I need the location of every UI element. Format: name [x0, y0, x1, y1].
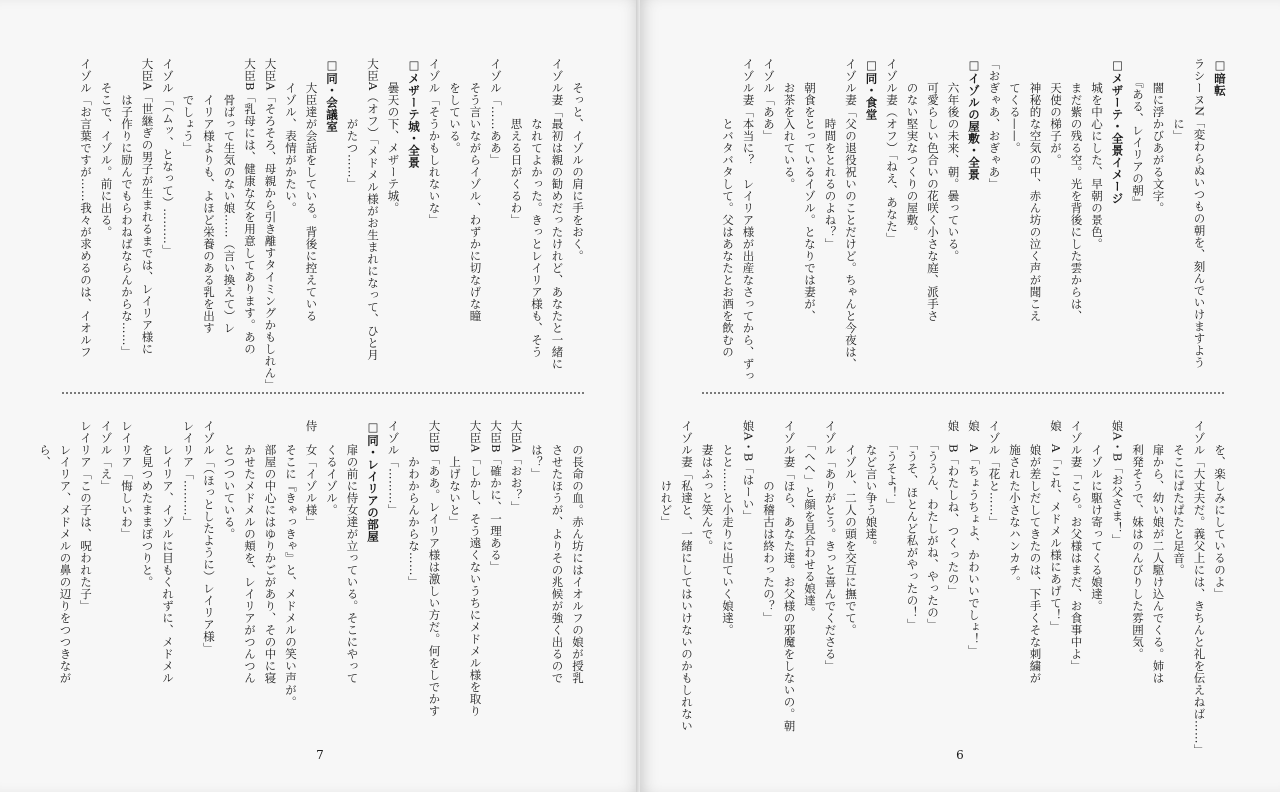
script-line: イゾル妻「父の退役祝いのことだけど。ちゃんと今夜は、: [844, 58, 858, 370]
script-line: くるイゾル。: [325, 420, 339, 516]
script-line: イゾル妻「ほら、あなた達。お父様の邪魔をしないの。朝: [782, 420, 797, 732]
script-line: 可愛らしい色合いの花咲く小さな庭、派手さ: [926, 58, 940, 322]
script-line: 上げないと」: [448, 420, 462, 528]
script-line: イゾル「え」: [99, 420, 114, 492]
script-line: 娘 B「わたしね、つくったの」: [946, 420, 961, 597]
script-line: 六年後の未来、朝。曇っている。: [946, 58, 961, 262]
script-line: 娘A・B「お父さま！」: [1110, 420, 1125, 546]
script-line: レイリア「悔しいわ」: [120, 420, 134, 540]
script-line: イゾル妻（オフ）「ねえ、あなた」: [885, 58, 899, 245]
script-line: なれてよかった。きっとレイリア様も、そう: [530, 58, 544, 358]
script-line: 娘A・B「はーい」: [741, 420, 756, 522]
script-line: イゾル「ああ」: [762, 58, 776, 142]
script-line: 天使の梯子が。: [1049, 58, 1063, 166]
script-line: イゾル「……ああ」: [489, 58, 503, 166]
scene-heading: □メザーテ・全景イメージ: [1110, 58, 1125, 205]
script-line: とつついている。: [222, 420, 237, 540]
script-line: そこで、イゾル。前に出る。: [99, 58, 114, 238]
script-line: イゾル、表情がかたい。: [284, 58, 298, 214]
script-line: とと……と小走りに出ていく娘達。: [721, 420, 735, 636]
script-line: を見つめたままぽつりと。: [140, 420, 155, 588]
script-line: 神秘的な空気の中、赤ん坊の泣く声が聞こえ: [1028, 58, 1043, 322]
script-line: 娘 A「ちょうちょよ、かわいいでしょ！」: [967, 420, 981, 657]
script-line: がたつ……」: [345, 58, 360, 190]
left-page-bottom-text: [38, 420, 588, 720]
script-line: レイリア「この子は、呪われた子」: [79, 420, 93, 612]
script-line: 「ううん、わたしがね、やったの」: [926, 420, 940, 631]
script-line: 「うそよ！」: [885, 420, 899, 511]
script-line: 大臣B「ああ。レイリア様は激しい方だ。何をしでかす: [427, 420, 442, 717]
script-line: 妻はふっと笑んで。: [700, 420, 715, 552]
right-page: [640, 0, 1280, 792]
script-line: 城を中心にした、早朝の景色。: [1090, 58, 1104, 250]
script-line: 朝食をとっているイゾル。となりでは妻が、: [803, 58, 817, 322]
script-line: イゾル妻「私達と、一緒にしてはいけないのかもしれない: [680, 420, 694, 732]
script-line: 骨ばって生気のない娘……（言い換えて）レ: [222, 58, 237, 334]
script-line: イゾル妻「こら。お父様はまだ、お食事中よ」: [1069, 420, 1084, 672]
script-line: ら、: [38, 420, 52, 468]
script-line: イゾル「（ほっとしたように）レイリア様」: [202, 420, 216, 655]
script-line: 大臣A（オフ）「メドメル様がお生まれになって、ひと月: [366, 58, 380, 362]
script-line: そう言いながらイゾル、わずかに切なげな瞳: [468, 58, 483, 322]
script-line: けれど」: [659, 420, 674, 528]
script-line: をしている。: [448, 58, 462, 154]
scene-heading: □同・食堂: [864, 58, 879, 121]
script-line: レイリア、メドメルの鼻の辺りをつつきなが: [58, 420, 73, 684]
script-line: に」: [1172, 58, 1186, 142]
script-line: 曇天の下、メザーテ城。: [386, 58, 401, 214]
script-line: 「おぎゃあ、おぎゃあ」: [987, 58, 1002, 190]
script-line: 大臣達が会話をしている。背後に控えている: [304, 58, 319, 322]
script-line: のお稽古は終わったの？」: [762, 420, 776, 624]
script-line: 娘が差しだしてきたのは、下手くそな刺繍が: [1028, 420, 1043, 684]
script-line: そっと、イゾルの肩に手をおく。: [571, 58, 585, 262]
script-line: イゾル、二人の頭を交互に撫でて。: [844, 420, 858, 636]
scene-heading: □イゾルの屋敷・全景: [967, 58, 981, 181]
script-line: 大臣A「世継ぎの男子が生まれるまでは、レイリア様に: [140, 58, 155, 355]
script-line: 大臣A「そろそろ、母親から引き離すタイミングかもしれん」: [263, 58, 278, 391]
left-page-dotted-divider: [62, 392, 584, 394]
script-line: は子作りに励んでもらわねばならんからな……」: [120, 58, 134, 358]
script-line: イゾル「花と……」: [987, 420, 1002, 528]
script-line: 娘 A「これ、メドメル様にあげて！」: [1049, 420, 1063, 633]
script-line: 施された小さなハンカチ。: [1008, 420, 1022, 588]
script-line: 闇に浮かびあがる文字。: [1151, 58, 1166, 214]
script-line: 部屋の中心にはゆりかごがあり、その中に寝: [263, 420, 278, 684]
script-line: など言い争う娘達。: [864, 420, 879, 552]
script-line: イゾル「ありがとう。きっと喜んでくださる」: [823, 420, 838, 672]
script-line: 「うそ、ほとんど私がやったの！」: [905, 420, 920, 631]
script-line: そこに『きゃっきゃ』と、メドメルの笑い声が。: [284, 420, 298, 708]
script-line: かわからんからな……」: [407, 420, 421, 588]
script-line: そこにぱたぱたと足音。: [1172, 420, 1186, 576]
script-line: とバタバタして。父はあなたとお酒を飲むの: [721, 58, 735, 358]
script-line: てくる——。: [1008, 58, 1022, 154]
script-line: ラシーヌN「変わらぬいつもの朝を、刻んでいけますよう: [1192, 58, 1207, 369]
script-line: 利発そうで、妹はのんびりした雰囲気。: [1131, 420, 1145, 660]
right-page-top-text: [700, 58, 1230, 382]
script-line: イゾル妻「最初は親の勧めだったけれど、あなたと一緒に: [550, 58, 565, 370]
script-line: イゾルに駆け寄ってくる娘達。: [1090, 420, 1104, 612]
script-line: かせたメドメルの頬を、レイリアがつんつん: [243, 420, 257, 684]
right-page-bottom-text: [659, 420, 1230, 756]
script-line: まだ紫の残る空。光を背後にした雲からは、: [1069, 58, 1084, 322]
left-page-number: 7: [316, 748, 324, 762]
script-line: イゾル「（ムッ、となって）………」: [161, 58, 175, 257]
script-line: イゾル「大丈夫だ。義父上には、きちんと礼を伝えねば……」: [1192, 420, 1207, 756]
script-line: 思える日がくるわ」: [509, 58, 524, 226]
script-line: イゾル妻「本当に？ レイリア様が出産なさってから、ずっ: [741, 58, 756, 382]
script-line: 「へへ」と顔を見合わせる娘達。: [803, 420, 817, 619]
script-line: 大臣A「おお？」: [509, 420, 524, 513]
script-line: 大臣B「乳母には、健康な女を用意してあります。あの: [243, 58, 257, 355]
left-page-top-text: [58, 58, 588, 391]
scene-heading: □同・レイリアの部屋: [366, 420, 380, 543]
right-page-dotted-divider: [702, 392, 1224, 394]
scene-heading: □暗転: [1213, 58, 1227, 97]
script-line: のない堅実なつくりの屋敷。: [905, 58, 920, 238]
script-line: レイリア、イゾルに目もくれずに、メドメル: [161, 420, 175, 684]
script-line: でしょう」: [181, 58, 196, 154]
script-line: 『ある、レイリアの朝』: [1131, 58, 1145, 209]
script-line: イゾル「………」: [386, 420, 401, 516]
script-line: イリア様よりも、よほど栄養のある乳を出す: [202, 58, 216, 334]
script-line: 扉から、幼い娘が二人駆け込んでくる。姉は: [1151, 420, 1166, 684]
scene-heading: □同・会議室: [325, 58, 339, 133]
script-line: 大臣A「しかし、そう遠くないうちにメドメル様を取り: [468, 420, 483, 717]
script-line: イゾル「そうかもしれないな」: [427, 58, 442, 226]
script-line: 扉の前に侍女達が立っている。そこにやって: [345, 420, 360, 684]
right-page-number: 6: [956, 748, 964, 762]
script-line: レイリア「………」: [181, 420, 196, 528]
script-line: イゾル「お言葉ですが……我々が求めるのは、イオルフ: [79, 58, 93, 358]
scene-heading: □メザーテ城・全景: [407, 58, 421, 169]
script-line: の長命の血。赤ん坊にはイオルフの娘が授乳: [571, 420, 585, 684]
script-line: を、楽しみにしているのよ」: [1213, 420, 1227, 600]
script-line: は？」: [530, 420, 544, 480]
script-line: させたほうが、よりその兆候が強く出るので: [550, 420, 565, 684]
script-line: 時間をとれるのよね？」: [823, 58, 838, 250]
script-line: 大臣B「確かに、一理ある」: [489, 420, 503, 573]
script-line: お茶を入れている。: [782, 58, 797, 190]
script-line: 侍 女「イゾル様」: [304, 420, 319, 528]
